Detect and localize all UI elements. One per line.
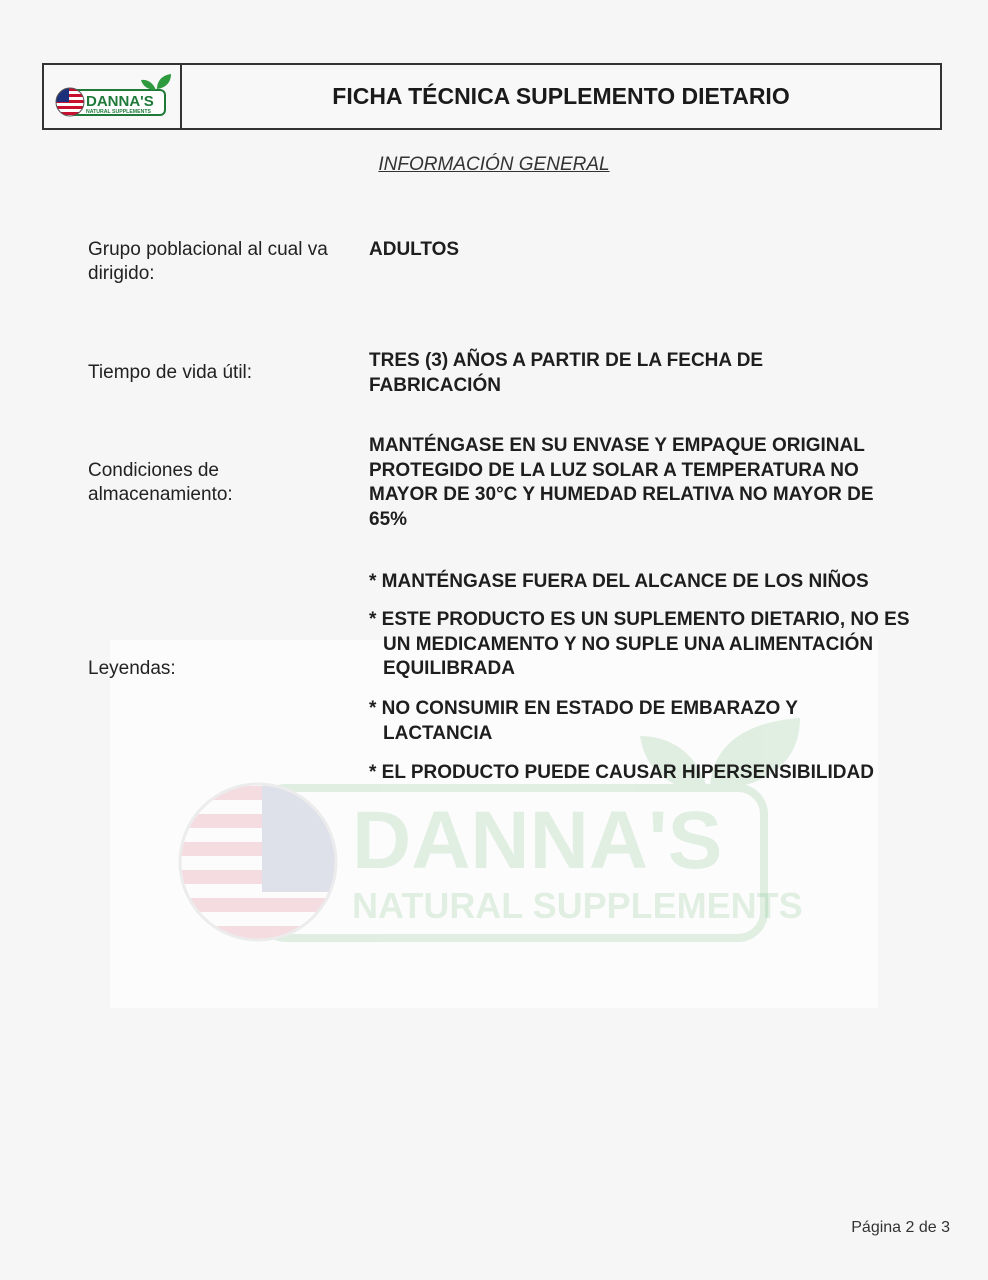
value-grupo-poblacional: ADULTOS <box>369 239 460 260</box>
legend-item: * MANTÉNGASE FUERA DEL ALCANCE DE LOS NIÑOS <box>369 571 869 592</box>
legend-item: * EL PRODUCTO PUEDE CAUSAR HIPERSENSIBILIDAD <box>369 762 874 783</box>
logo-brand-text: DANNA'S <box>86 92 154 110</box>
legend-item: * ESTE PRODUCTO ES UN SUPLEMENTO DIETARIO, NO ES UN MEDICAMENTO Y NO SUPLE UNA ALIMENTACIÓN EQUILIBRADA <box>369 609 910 679</box>
value-vida-util: TRES (3) AÑOS A PARTIR DE LA FECHA DE FABRICACIÓN <box>369 350 764 396</box>
document-title: FICHA TÉCNICA SUPLEMENTO DIETARIO <box>332 83 790 109</box>
label-vida-util: Tiempo de vida útil: <box>88 362 253 383</box>
legend-item: * NO CONSUMIR EN ESTADO DE EMBARAZO Y LACTANCIA <box>369 698 798 744</box>
watermark-tagline: NATURAL SUPPLEMENTS <box>352 885 803 926</box>
brand-logo <box>44 65 182 128</box>
label-grupo-poblacional: Grupo poblacional al cual va dirigido: <box>88 239 328 284</box>
label-almacenamiento: Condiciones de almacenamiento: <box>88 460 233 505</box>
logo-tagline-text: NATURAL SUPPLEMENTS <box>86 108 151 115</box>
watermark-logo-graphic <box>110 640 878 1008</box>
document-header <box>42 63 942 130</box>
brand-logo-graphic <box>53 72 171 122</box>
watermark-logo <box>110 640 878 1008</box>
value-almacenamiento: MANTÉNGASE EN SU ENVASE Y EMPAQUE ORIGINAL PROTEGIDO DE LA LUZ SOLAR A TEMPERATURA NO MAYOR DE 30°C Y HUMEDAD RELATIVA NO MAYOR DE 65% <box>369 435 874 530</box>
page-number: Página 2 de 3 <box>851 1219 950 1236</box>
watermark-brand: DANNA'S <box>352 795 723 886</box>
label-leyendas: Leyendas: <box>88 658 176 679</box>
section-title: INFORMACIÓN GENERAL <box>378 154 610 175</box>
